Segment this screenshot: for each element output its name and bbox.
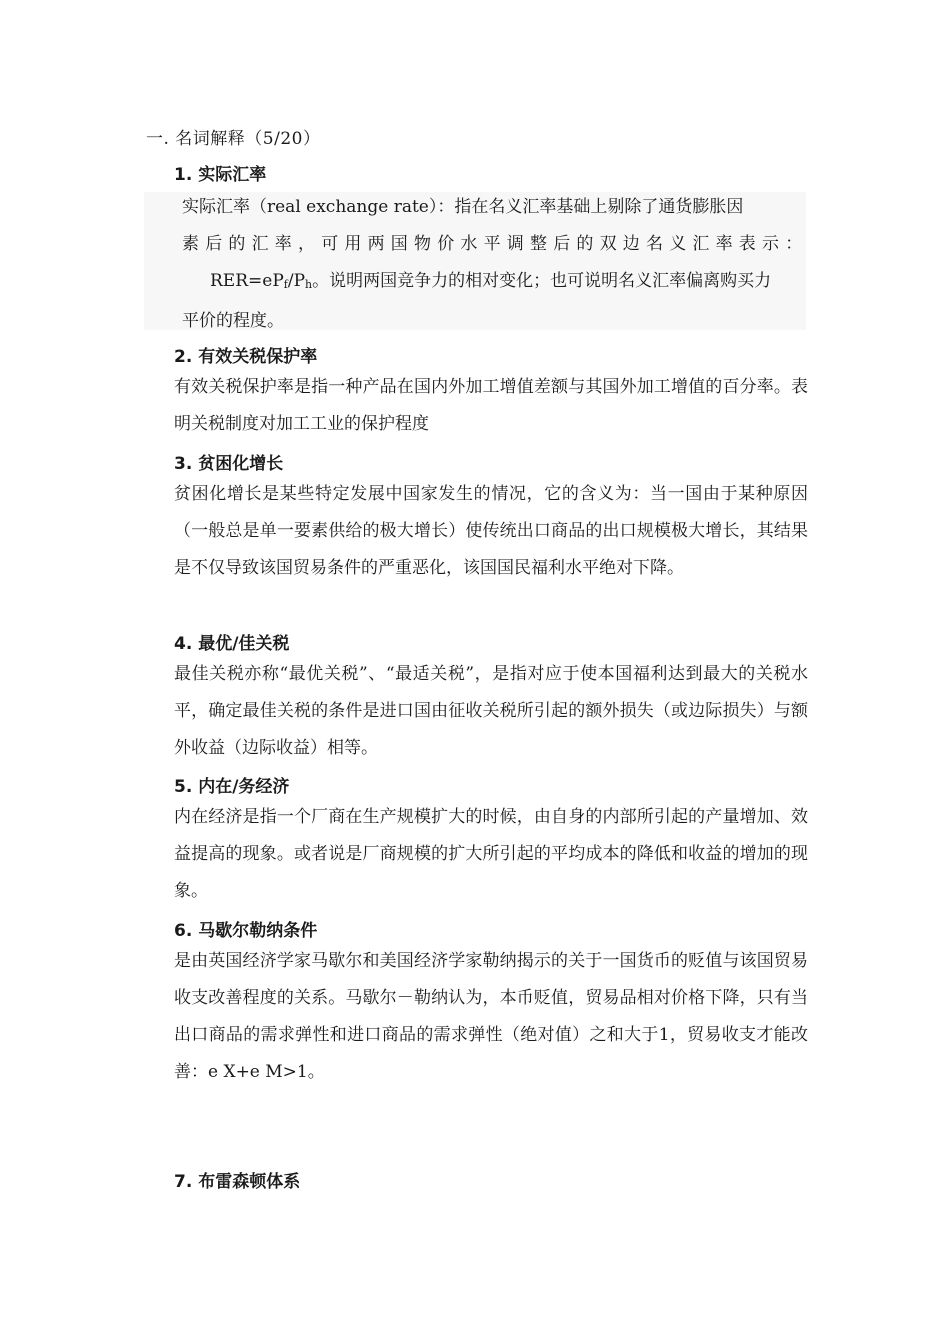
formula-subscript: f [283,278,288,291]
term-heading-internal-economies: 5. 内在/务经济 [174,777,290,797]
definition-immiserizing-growth: 贫困化增长是某些特定发展中国家发生的情况，它的含义为：当一国由于某种原因（一般总是单一要素供给的极大增长）使传统出口商品的出口规模极大增长，其结果是不仅导致该国贸易条件的严重恶化，该国国民福利水平绝对下降。 [174,484,808,578]
formula-text: /P [287,271,306,291]
definition-optimal-tariff: 最佳关税亦称“最优关税”、“最适关税”，是指对应于使本国福利达到最大的关税水平，确定最佳关税的条件是进口国由征收关税所引起的额外损失（或边际损失）与额外收益（边际收益）相等。 [174,664,808,758]
term-heading-immiserizing-growth: 3. 贫困化增长 [174,454,284,474]
definition-line-formula [182,263,806,303]
section-title: 一. 名词解释（5/20） [146,129,321,149]
definition-real-exchange-rate [182,189,809,340]
definition-internal-economies: 内在经济是指一个厂商在生产规模扩大的时候，由自身的内部所引起的产量增加、效益提高的现象。或者说是厂商规模的扩大所引起的平均成本的降低和收益的增加的现象。 [174,807,808,901]
definition-marshall-lerner: 是由英国经济学家马歇尔和美国经济学家勒纳揭示的关于一国货币的贬值与该国贸易收支改善程度的关系。马歇尔－勒纳认为，本币贬值，贸易品相对价格下降，只有当出口商品的需求弹性和进口商品的需求弹性（绝对值）之和大于1，贸易收支才能改善：e X+e M>1。 [174,951,808,1082]
term-heading-real-exchange-rate: 1. 实际汇率 [174,165,267,185]
formula-subscript: h [305,278,313,291]
definition-line: 素后的汇率，可用两国物价水平调整后的双边名义汇率表示： [182,234,809,254]
definition-line: 平价的程度。 [182,311,284,331]
term-heading-marshall-lerner: 6. 马歇尔勒纳条件 [174,921,318,941]
definition-effective-protection: 有效关税保护率是指一种产品在国内外加工增值差额与其国外加工增值的百分率。表明关税制度对加工工业的保护程度 [174,377,808,434]
term-heading-effective-protection: 2. 有效关税保护率 [174,347,318,367]
term-heading-optimal-tariff: 4. 最优/佳关税 [174,634,290,654]
term-heading-bretton-woods: 7. 布雷森顿体系 [174,1172,301,1192]
definition-line: 实际汇率（real exchange rate）：指在名义汇率基础上剔除了通货膨胀因 [182,197,744,217]
formula-text: 。说明两国竞争力的相对变化；也可说明名义汇率偏离购买力 [312,271,772,291]
formula-text: RER=eP [210,271,284,291]
